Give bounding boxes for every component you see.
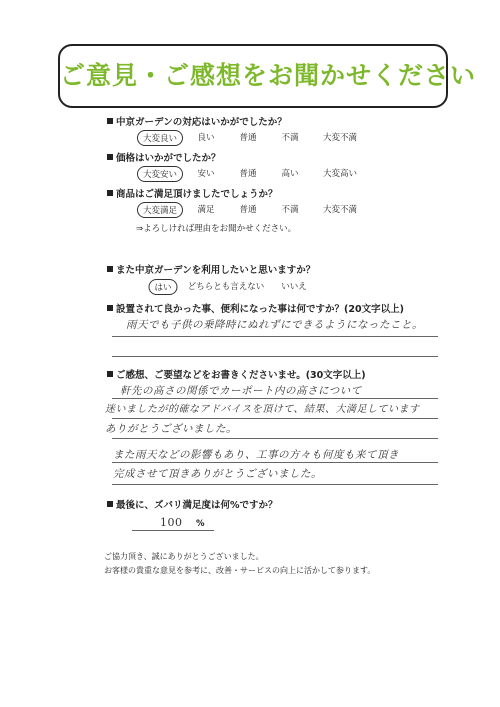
title-box — [58, 44, 477, 108]
q6-answer-line-2[interactable]: 迷いましたが的確なアドバイスを頂けて、結果、大満足しています — [105, 404, 420, 415]
question-2-label: 価格はいかがでしたか？ — [116, 153, 221, 164]
q1-option-4[interactable]: 不満 — [281, 133, 299, 143]
question-1 — [107, 114, 287, 128]
footer-thanks: ご協力頂き、誠にありがとうございました。 — [104, 552, 264, 561]
question-3-label: 商品はご満足頂けましたでしょうか？ — [116, 189, 278, 200]
q1-option-3[interactable]: 普通 — [239, 133, 257, 143]
question-1-label: 中京ガーデンの対応はいかがでしたか？ — [116, 117, 287, 128]
square-bullet-icon — [107, 501, 113, 507]
question-4-label: また中京ガーデンを利用したいと思いますか？ — [116, 265, 316, 276]
q4-option-no[interactable]: いいえ — [281, 282, 307, 292]
square-bullet-icon — [107, 190, 113, 196]
satisfaction-line — [132, 530, 214, 531]
q3-option-3[interactable]: 普通 — [239, 205, 257, 215]
q1-option-5[interactable]: 大変不満 — [322, 133, 358, 143]
square-bullet-icon — [107, 305, 113, 311]
q3-reason-note: ⇒よろしければ理由をお聞かせください。 — [136, 224, 297, 234]
answer-line — [112, 336, 438, 337]
answer-line — [112, 356, 438, 357]
question-7-label: 最後に、ズバリ満足度は何%ですか？ — [116, 500, 278, 511]
q1-option-1[interactable]: 大変良い — [137, 130, 183, 146]
question-5-label: 設置されて良かった事、便利になった事は何ですか？(20文字以上) — [116, 304, 404, 315]
q6-answer-line-1[interactable]: 軒先の高さの関係でカーポート内の高さについて — [120, 385, 362, 397]
footer-message: お客様の貴重な意見を参考に、改善・サービスの向上に活かして参ります。 — [104, 566, 376, 575]
percent-unit: % — [196, 519, 205, 529]
square-bullet-icon — [107, 371, 113, 377]
q2-option-1[interactable]: 大変安い — [137, 166, 183, 182]
answer-line — [112, 438, 438, 439]
square-bullet-icon — [107, 118, 113, 124]
question-6 — [107, 367, 366, 381]
answer-line — [112, 398, 438, 399]
q2-option-3[interactable]: 普通 — [239, 169, 257, 179]
q6-answer-line-4[interactable]: また雨天などの影響もあり、工事の方々も何度も来て頂き — [113, 449, 399, 461]
q2-option-2[interactable]: 安い — [197, 169, 215, 179]
q5-handwritten-answer[interactable]: 雨天でも子供の乗降時にぬれずにできるようになったこと。 — [126, 319, 423, 331]
question-7 — [107, 497, 278, 511]
satisfaction-value[interactable]: 100 — [160, 516, 183, 529]
square-bullet-icon — [107, 266, 113, 272]
page-title: ご意見・ご感想をお聞かせください — [60, 61, 477, 90]
q2-option-4[interactable]: 高い — [281, 169, 299, 179]
q2-option-5[interactable]: 大変高い — [322, 169, 358, 179]
q4-option-yes[interactable]: はい — [148, 279, 177, 295]
q3-option-4[interactable]: 不満 — [281, 205, 299, 215]
q6-answer-line-3[interactable]: ありがとうございました。 — [105, 423, 237, 435]
question-6-label: ご感想、ご要望などをお書きくださいませ。(30文字以上) — [116, 370, 366, 381]
square-bullet-icon — [107, 154, 113, 160]
q6-answer-line-5[interactable]: 完成させて頂きありがとうございました。 — [113, 468, 322, 480]
question-2 — [107, 150, 221, 164]
q3-option-5[interactable]: 大変不満 — [322, 205, 358, 215]
q1-option-2[interactable]: 良い — [197, 133, 215, 143]
q3-option-1[interactable]: 大変満足 — [137, 202, 183, 218]
answer-line — [112, 484, 438, 485]
question-4 — [107, 262, 315, 276]
question-3 — [107, 186, 278, 200]
q4-option-neither[interactable]: どちらとも言えない — [187, 282, 265, 292]
q3-option-2[interactable]: 満足 — [197, 205, 215, 215]
question-5 — [107, 301, 404, 315]
answer-line — [112, 462, 438, 463]
answer-line — [112, 418, 438, 419]
